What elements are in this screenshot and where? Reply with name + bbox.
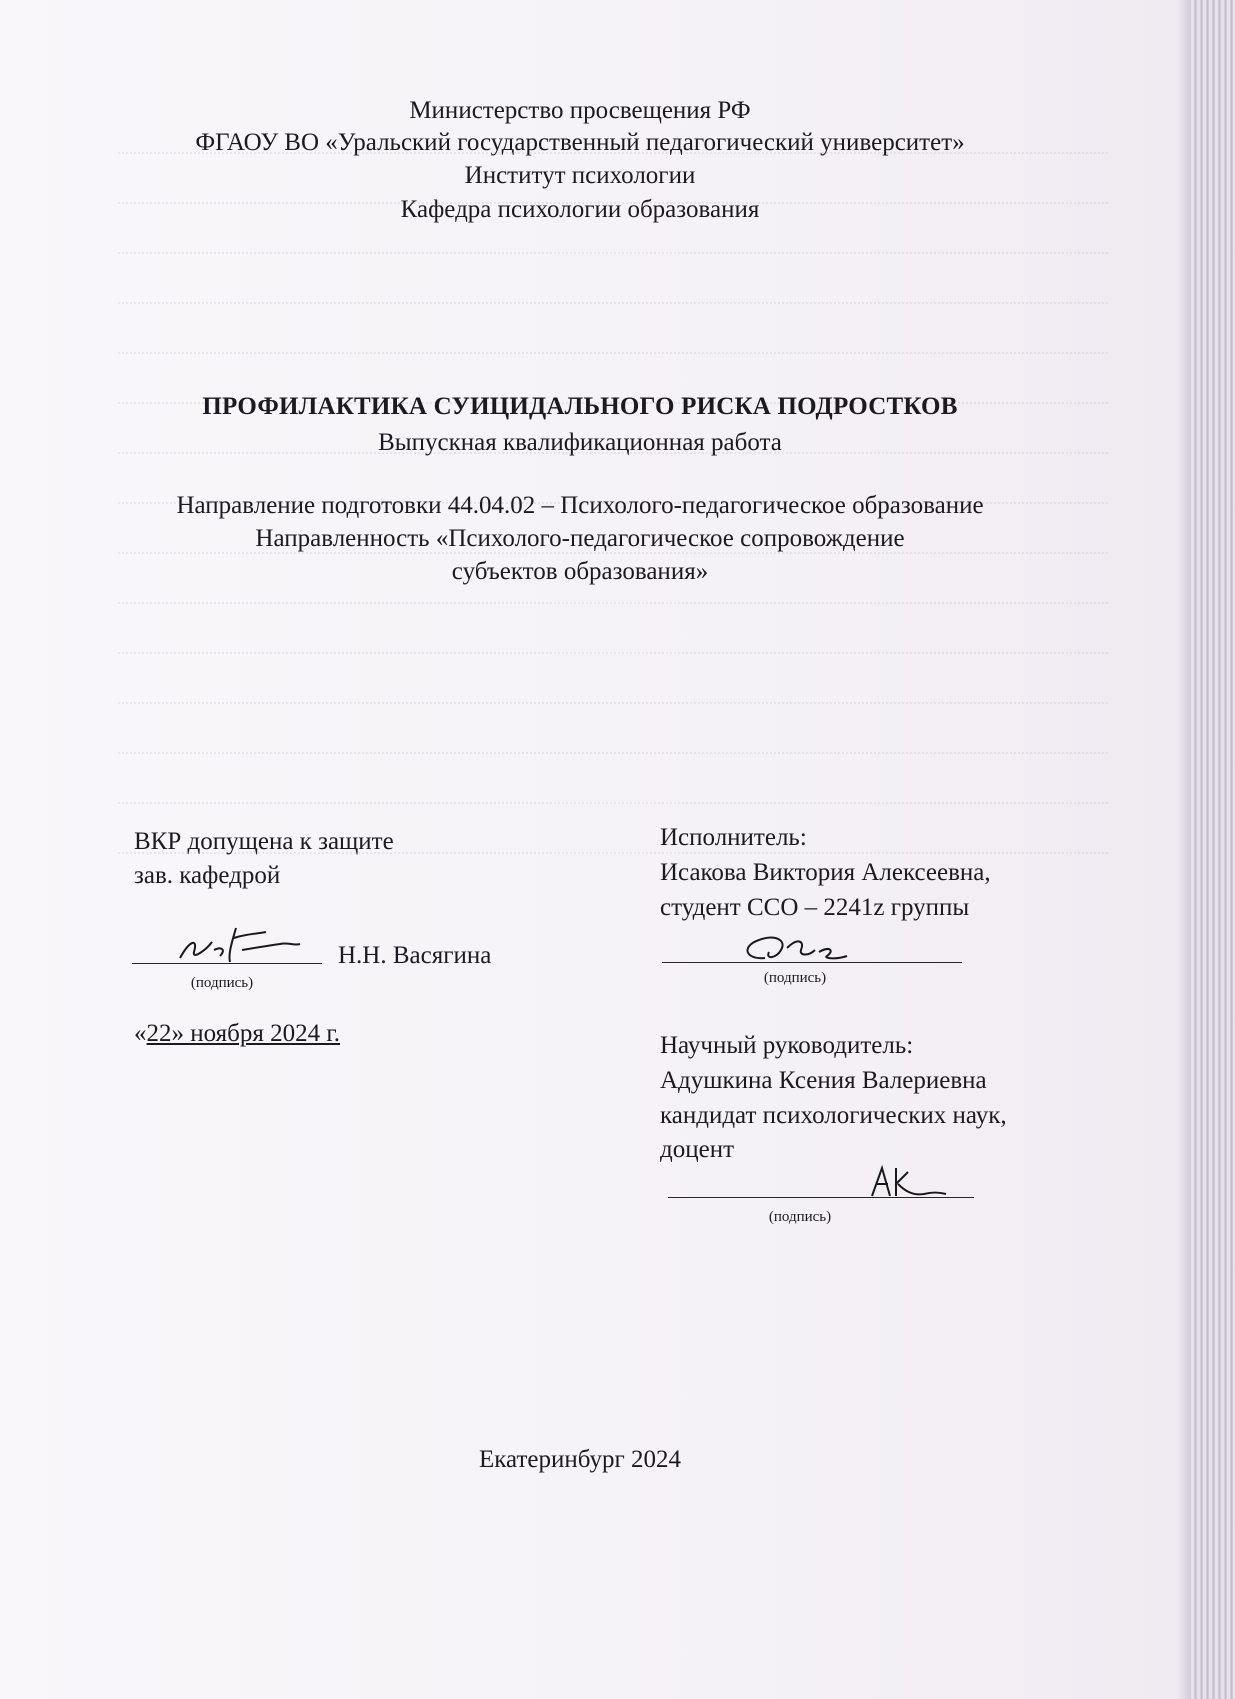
supervisor-signature	[868, 1164, 948, 1200]
admission-date-rest: » ноября 2024 г.	[171, 1020, 341, 1047]
study-focus-line1: Направленность «Психолого-педагогическое сопровождение	[255, 525, 905, 552]
supervisor-signature-caption: (подпись)	[768, 1209, 832, 1225]
supervisor-title: доцент	[660, 1136, 734, 1163]
admission-date-day: 22	[146, 1020, 172, 1047]
study-direction: Направление подготовки 44.04.02 – Психолого-педагогическое образование	[176, 492, 984, 519]
admission-line2: зав. кафедрой	[134, 862, 281, 889]
executor-signature-caption: (подпись)	[763, 970, 827, 986]
thesis-type: Выпускная квалификационная работа	[378, 429, 782, 456]
admission-line1: ВКР допущена к защите	[134, 828, 394, 855]
study-focus-line2: субъектов образования»	[451, 558, 709, 585]
executor-group: студент ССО – 2241z группы	[660, 894, 970, 921]
executor-label: Исполнитель:	[660, 824, 807, 851]
supervisor-label: Научный руководитель:	[660, 1032, 914, 1059]
city-year: Екатеринбург 2024	[478, 1446, 682, 1473]
admission-date: «22» ноября 2024 г.	[134, 1020, 341, 1047]
university-line: ФГАОУ ВО «Уральский государственный педагогический университет»	[195, 129, 965, 156]
department-line: Кафедра психологии образования	[400, 196, 760, 223]
page-stack-edge	[1191, 0, 1235, 1699]
head-name: Н.Н. Васягина	[338, 942, 492, 969]
supervisor-name: Адушкина Ксения Валериевна	[660, 1067, 987, 1094]
executor-signature	[735, 928, 855, 968]
executor-name: Исакова Виктория Алексеевна,	[660, 859, 991, 886]
supervisor-degree: кандидат психологических наук,	[660, 1102, 1007, 1129]
page-edge-shadow	[1177, 0, 1191, 1699]
thesis-title: ПРОФИЛАКТИКА СУИЦИДАЛЬНОГО РИСКА ПОДРОСТКОВ	[202, 393, 958, 420]
ministry-line: Министерство просвещения РФ	[409, 97, 751, 124]
head-signature	[170, 920, 310, 965]
head-signature-caption: (подпись)	[190, 975, 254, 991]
institute-line: Институт психологии	[464, 162, 696, 189]
